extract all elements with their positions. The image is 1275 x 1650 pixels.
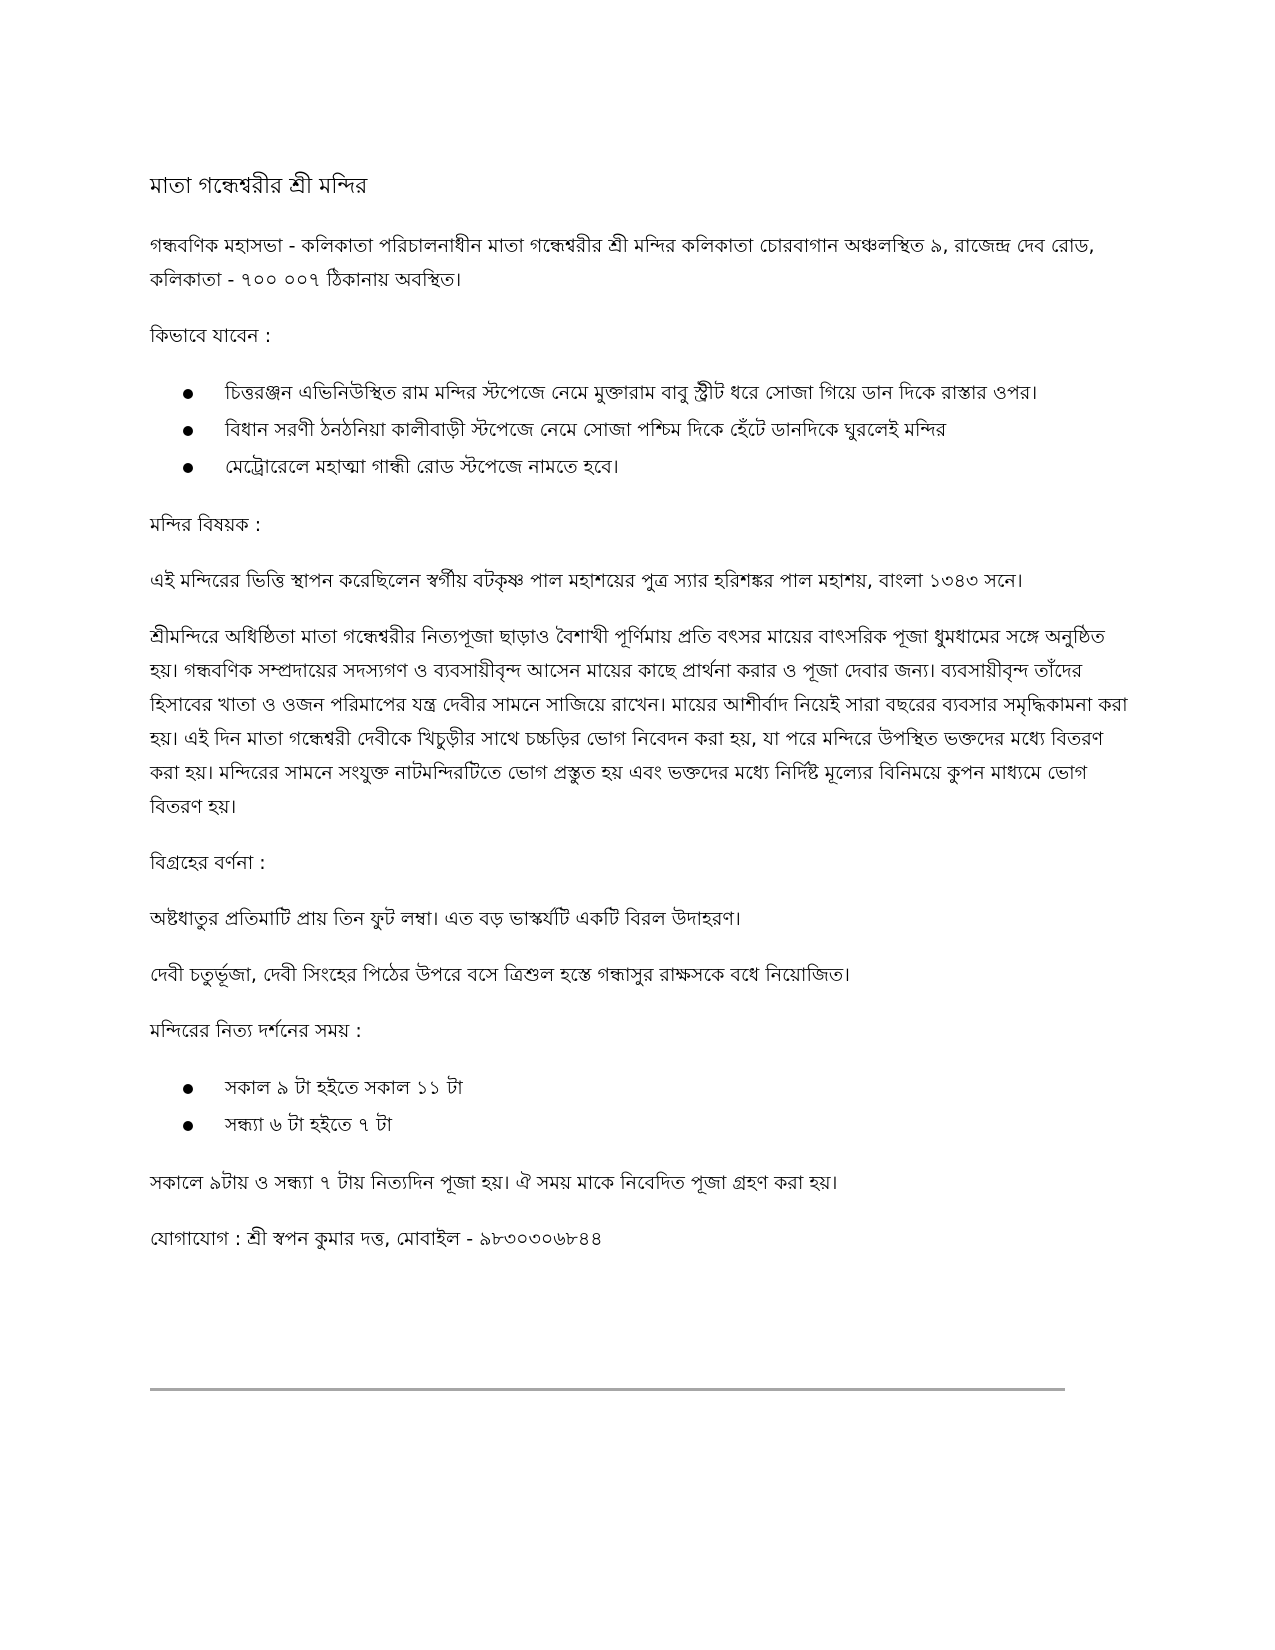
idol-paragraph-description: দেবী চতুর্ভূজা, দেবী সিংহের পিঠের উপরে বসে ত্রিশুল হস্তে গন্ধাসুর রাক্ষসকে বধে নিয়োজিত। — [150, 964, 850, 986]
list-item — [150, 449, 1130, 486]
timings-list — [150, 1070, 1130, 1144]
bullet-icon — [183, 1084, 193, 1094]
intro-paragraph: গন্ধবণিক মহাসভা - কলিকাতা পরিচালনাধীন মাতা গন্ধেশ্বরীর শ্রী মন্দির কলিকাতা চোরবাগান অঞ্চলস্থিত ৯, রাজেন্দ্র দেব রোড, কলিকাতা - ৭০০ ০০৭ ঠিকানায় অবস্থিত। — [150, 235, 1095, 291]
list-item-text: চিত্তরঞ্জন এভিনিউস্থিত রাম মন্দির স্টপেজে নেমে মুক্তারাম বাবু স্ট্রীট ধরে সোজা গিয়ে ডান দিকে রাস্তার ওপর। — [225, 382, 1038, 404]
list-item — [150, 375, 1130, 412]
contact-line: যোগাযোগ : শ্রী স্বপন কুমার দত্ত, মোবাইল - ৯৮৩০৩০৬৮৪৪ — [150, 1228, 603, 1250]
about-paragraph-worship: শ্রীমন্দিরে অধিষ্ঠিতা মাতা গন্ধেশ্বরীর নিত্যপূজা ছাড়াও বৈশাখী পূর্ণিমায় প্রতি বৎসর মায়ের বাৎসরিক পূজা ধুমধামের সঙ্গে অনুষ্ঠিত হয়। গন্ধবণিক সম্প্রদায়ের সদস্যগণ ও ব্যবসায়ীবৃন্দ আসেন মায়ের কাছে প্রার্থনা করার ও পূজা দেবার জন্য। ব্যবসায়ীবৃন্দ তাঁদের হিসাবের খাতা ও ওজন পরিমাপের যন্ত্র দেবীর সামনে সাজিয়ে রাখেন। মায়ের আশীর্বাদ নিয়েই সারা বছরের ব্যবসার সমৃদ্ধিকামনা করা হয়। এই দিন মাতা গন্ধেশ্বরী দেবীকে খিচুড়ীর সাথে চচ্চড়ির ভোগ নিবেদন করা হয়, যা পরে মন্দিরে উপস্থিত ভক্তদের মধ্যে বিতরণ করা হয়। মন্দিরের সামনে সংযুক্ত নাটমন্দিরটিতে ভোগ প্রস্তুত হয় এবং ভক্তদের মধ্যে নির্দিষ্ট মূল্যের বিনিময়ে কুপন মাধ্যমে ভোগ বিতরণ হয়। — [150, 626, 1128, 818]
list-item — [150, 1107, 1130, 1144]
bullet-icon — [183, 426, 193, 436]
list-item — [150, 412, 1130, 449]
list-item-text: বিধান সরণী ঠনঠনিয়া কালীবাড়ী স্টপেজে নেমে সোজা পশ্চিম দিকে হেঁটে ডানদিকে ঘুরলেই মন্দির — [225, 419, 947, 441]
directions-heading: কিভাবে যাবেন : — [150, 325, 272, 347]
bullet-icon — [183, 389, 193, 399]
about-paragraph-foundation: এই মন্দিরের ভিত্তি স্থাপন করেছিলেন স্বর্গীয় বটকৃষ্ণ পাল মহাশয়ের পুত্র স্যার হরিশঙ্কর পাল মহাশয়, বাংলা ১৩৪৩ সনে। — [150, 570, 1023, 592]
list-item-text: মেট্রোরেলে মহাত্মা গান্ধী রোড স্টপেজে নামতে হবে। — [225, 456, 619, 478]
about-heading: মন্দির বিষয়ক : — [150, 514, 262, 536]
horizontal-divider — [150, 1388, 1065, 1391]
directions-list — [150, 375, 1130, 486]
idol-heading: বিগ্রহের বর্ণনা : — [150, 852, 266, 874]
idol-paragraph-size: অষ্টধাতুর প্রতিমাটি প্রায় তিন ফুট লম্বা। এত বড় ভাস্কর্যটি একটি বিরল উদাহরণ। — [150, 908, 741, 930]
document-body — [150, 170, 1130, 1278]
timings-note: সকালে ৯টায় ও সন্ধ্যা ৭ টায় নিত্যদিন পূজা হয়। ঐ সময় মাকে নিবেদিত পূজা গ্রহণ করা হয়। — [150, 1172, 838, 1194]
bullet-icon — [183, 463, 193, 473]
list-item-text: সকাল ৯ টা হইতে সকাল ১১ টা — [225, 1077, 463, 1099]
timings-heading: মন্দিরের নিত্য দর্শনের সময় : — [150, 1020, 362, 1042]
list-item-text: সন্ধ্যা ৬ টা হইতে ৭ টা — [225, 1114, 393, 1136]
bullet-icon — [183, 1121, 193, 1131]
page-title: মাতা গন্ধেশ্বরীর শ্রী মন্দির — [150, 174, 368, 199]
list-item — [150, 1070, 1130, 1107]
